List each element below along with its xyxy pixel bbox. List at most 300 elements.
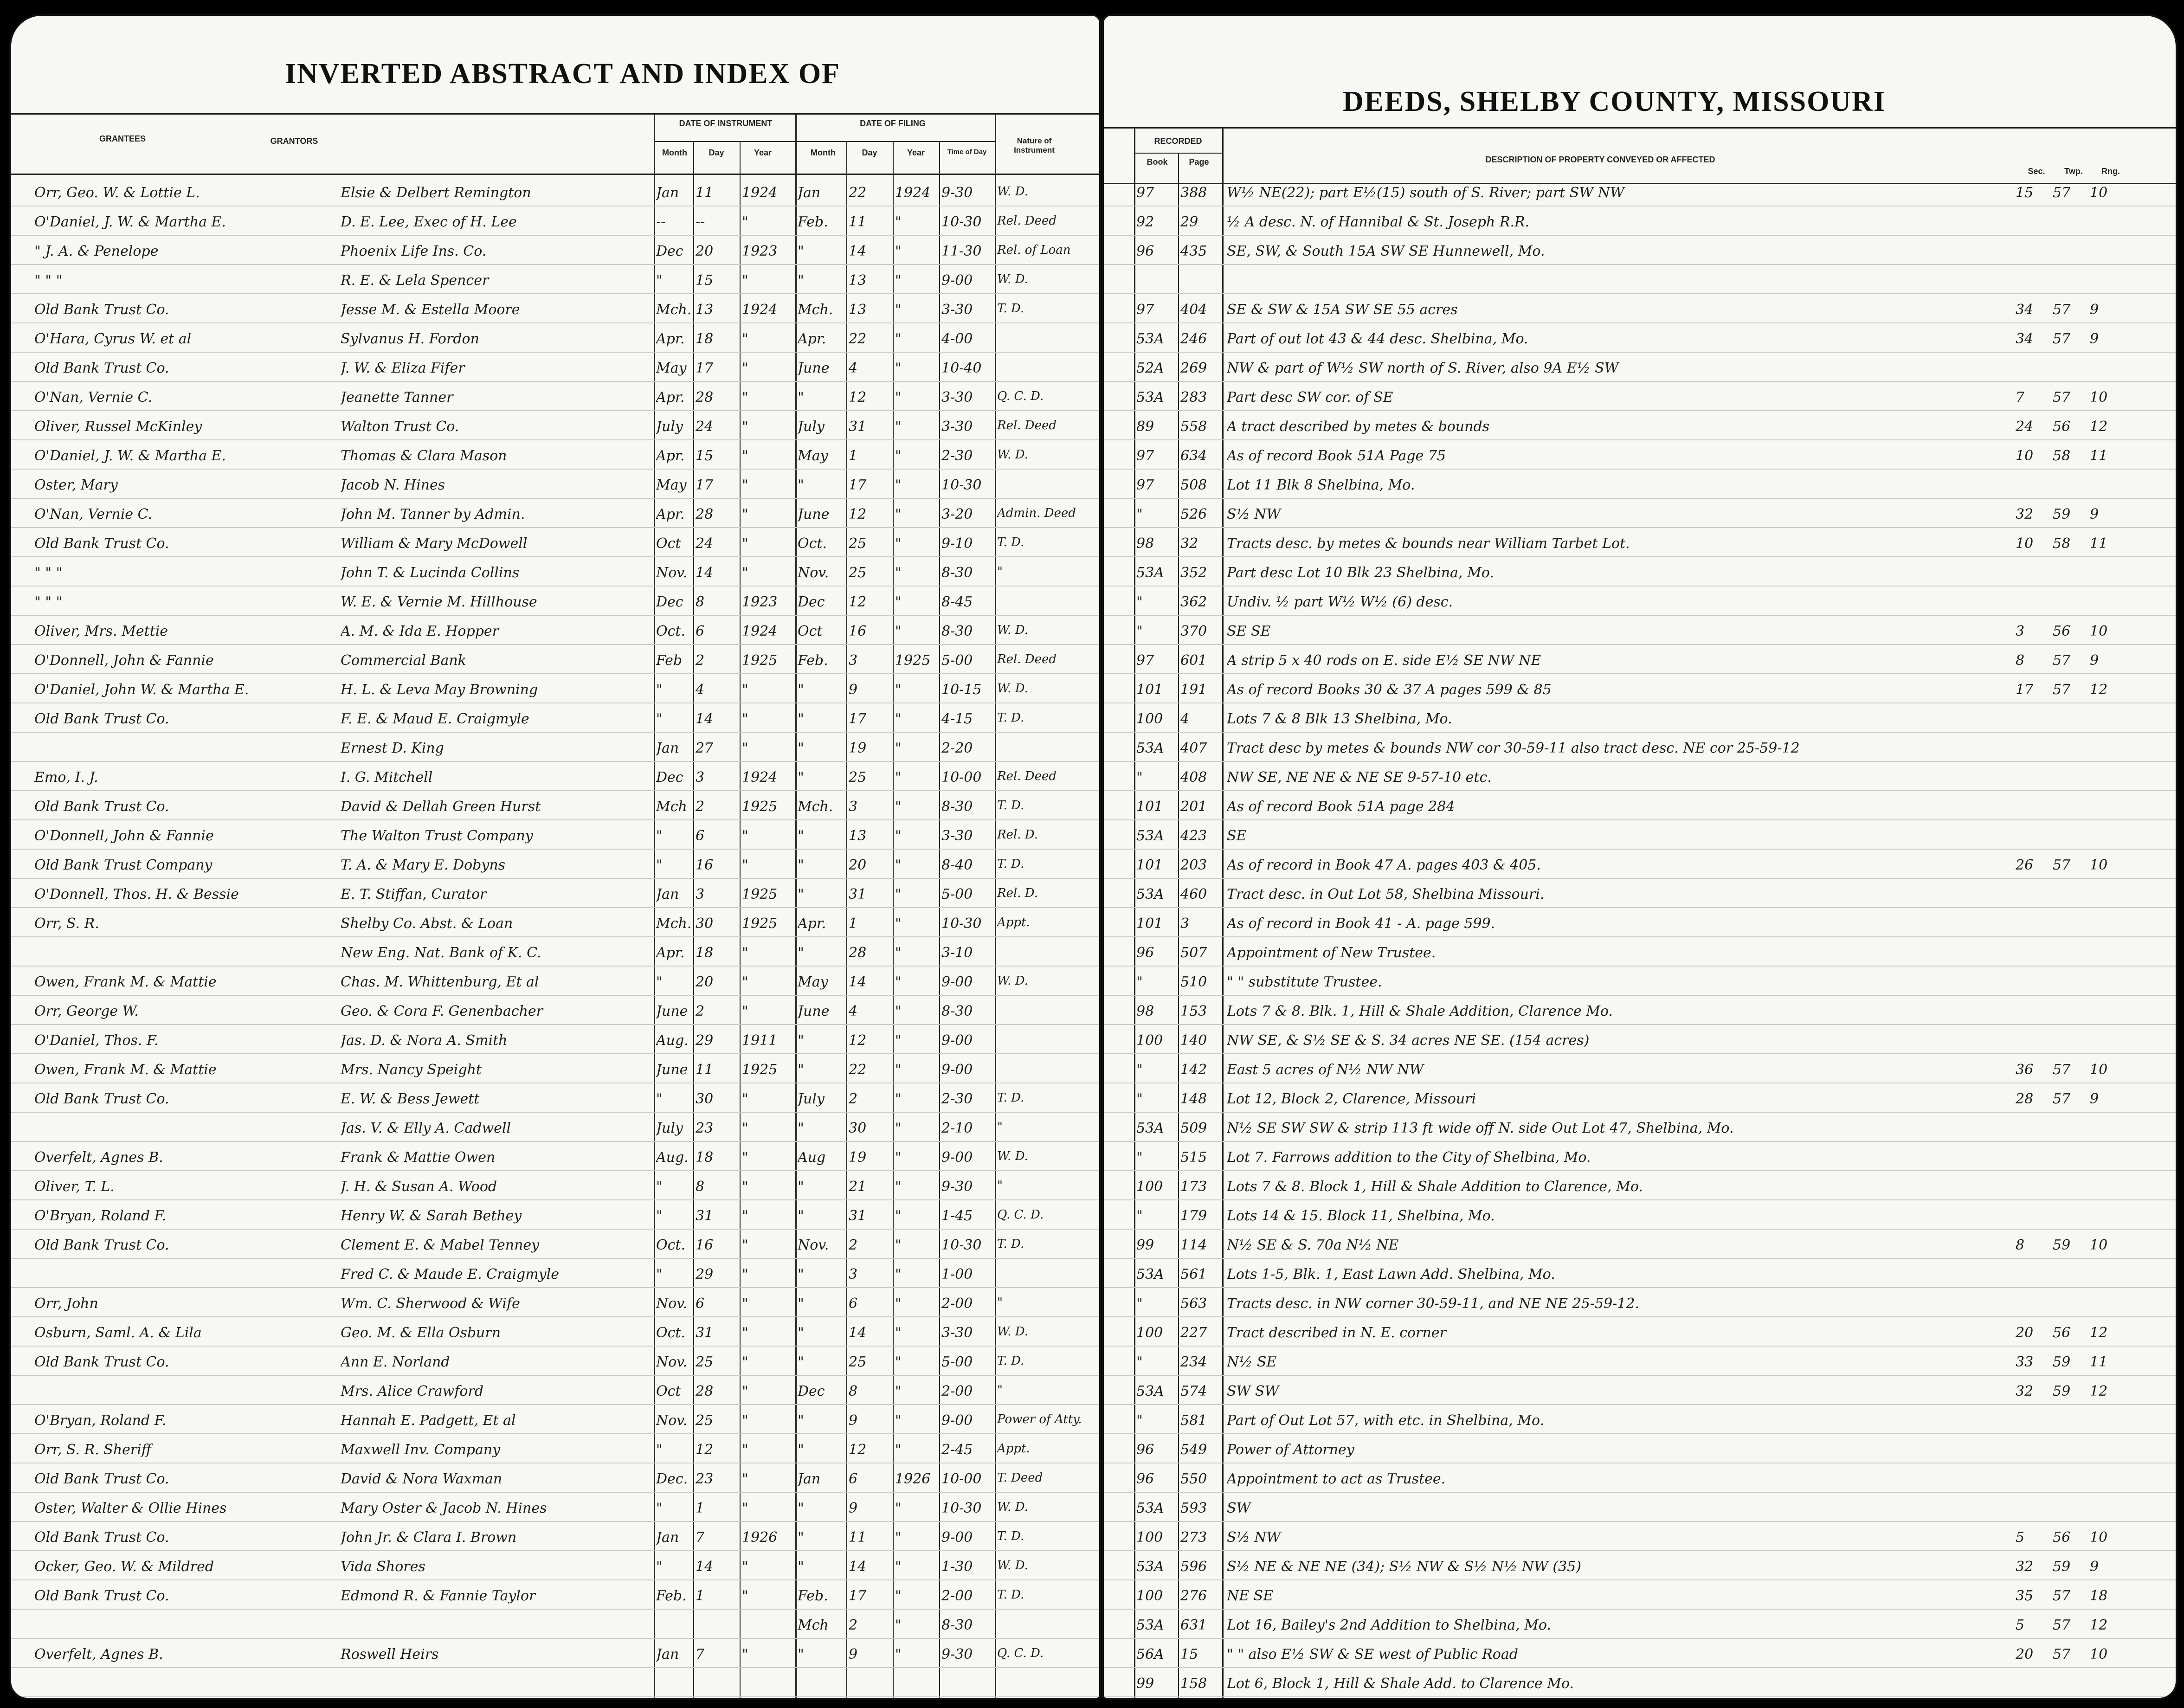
nature-cell: Rel. D. (997, 886, 1038, 900)
description-cell: SW (1227, 1500, 1251, 1516)
filing-year-cell: " (895, 769, 902, 786)
grantee-cell: Owen, Frank M. & Mattie (34, 974, 217, 990)
inst-month-cell: " (656, 1208, 663, 1224)
page-cell: 563 (1180, 1296, 1207, 1312)
grantors-header: GRANTORS (270, 136, 318, 146)
ruled-line (11, 819, 1099, 820)
nature-cell: T. D. (997, 857, 1024, 871)
page-cell: 370 (1180, 623, 1207, 639)
col-line (654, 113, 655, 1698)
filing-time-cell: 9-30 (941, 185, 973, 201)
twp-cell: 57 (2053, 185, 2071, 201)
grantee-cell: Orr, S. R. (34, 915, 99, 932)
filing-time-cell: 1-00 (941, 1266, 973, 1283)
nature-cell: W. D. (997, 185, 1028, 199)
grantee-cell: Old Bank Trust Co. (34, 711, 169, 727)
filing-day-cell: 19 (849, 740, 867, 756)
nature-cell: " (997, 1120, 1003, 1134)
filing-time-cell: 3-30 (941, 389, 973, 406)
description-cell: S½ NW (1227, 506, 1281, 522)
inst-month-cell: July (656, 419, 683, 435)
book-cell: 89 (1136, 419, 1154, 435)
inst-month-cell: " (656, 682, 663, 698)
inst-year-cell: " (742, 1442, 748, 1458)
grantor-cell: Jesse M. & Estella Moore (341, 302, 520, 318)
filing-month-cell: Feb. (798, 214, 828, 230)
nature-cell: T. D. (997, 1588, 1024, 1602)
book-cell: 53A (1136, 828, 1164, 844)
nature-cell: T. D. (997, 535, 1024, 549)
grantor-cell: Chas. M. Whittenburg, Et al (341, 974, 539, 990)
book-cell: 97 (1136, 448, 1154, 464)
inst-day-cell: 18 (696, 331, 714, 347)
filing-year-cell: " (895, 1617, 902, 1633)
inst-year-cell: " (742, 360, 748, 376)
ruled-line (11, 936, 1099, 937)
ruled-line (1104, 293, 2176, 294)
filing-time-cell: 10-30 (941, 1500, 982, 1516)
filing-day-cell: 20 (849, 857, 867, 873)
grantee-cell: O'Bryan, Roland F. (34, 1412, 167, 1429)
grantee-cell: Oliver, Russel McKinley (34, 419, 202, 435)
inst-day-cell: 31 (696, 1208, 714, 1224)
ruled-line (11, 1579, 1099, 1580)
book-cell: 101 (1136, 799, 1163, 815)
ruled-line (1104, 322, 2176, 323)
grantor-cell: T. A. & Mary E. Dobyns (341, 857, 506, 873)
rng-cell: 10 (2090, 1237, 2108, 1253)
inst-month-cell: Mch (656, 799, 687, 815)
page-cell: 201 (1180, 799, 1207, 815)
inst-year-cell: 1924 (742, 623, 778, 639)
page-cell: 510 (1180, 974, 1207, 990)
description-cell: Part of Out Lot 57, with etc. in Shelbina, Mo. (1227, 1412, 1545, 1429)
filing-year-cell: " (895, 623, 902, 639)
page-cell: 508 (1180, 477, 1207, 493)
ruled-line (1104, 1667, 2176, 1668)
book-cell: 99 (1136, 1676, 1154, 1692)
inst-month-cell: Dec. (656, 1471, 688, 1487)
sec-cell: 5 (2016, 1529, 2025, 1546)
inst-day-cell: 6 (696, 1296, 705, 1312)
filing-time-cell: 9-30 (941, 1179, 973, 1195)
ruled-line (11, 1346, 1099, 1347)
inst-month-cell: July (656, 1120, 683, 1136)
grantor-cell: E. W. & Bess Jewett (341, 1091, 480, 1107)
sec-cell: 7 (2016, 389, 2025, 406)
rng-cell: 9 (2090, 302, 2099, 318)
filing-year-cell: " (895, 1646, 902, 1663)
description-cell: Lots 14 & 15. Block 11, Shelbina, Mo. (1227, 1208, 1495, 1224)
rng-cell: 9 (2090, 652, 2099, 669)
filing-year-cell: " (895, 945, 902, 961)
filing-month-cell: Apr. (798, 331, 826, 347)
book-cell: 53A (1136, 740, 1164, 756)
inst-day-cell: 18 (696, 945, 714, 961)
filing-year-cell: " (895, 448, 902, 464)
book-cell: 98 (1136, 535, 1154, 552)
page-cell: 408 (1180, 769, 1207, 786)
grantee-cell: " " " (34, 565, 63, 581)
sec-cell: 34 (2016, 302, 2034, 318)
ruled-line (11, 556, 1099, 557)
inst-month-cell: Aug. (656, 1149, 689, 1166)
ruled-line (11, 1638, 1099, 1639)
inst-month-cell: Nov. (656, 1354, 688, 1370)
description-cell: Lot 11 Blk 8 Shelbina, Mo. (1227, 477, 1415, 493)
grantor-cell: Clement E. & Mabel Tenney (341, 1237, 540, 1253)
filing-year-cell: " (895, 331, 902, 347)
nature-cell: " (997, 1179, 1003, 1192)
filing-year-cell: " (895, 1149, 902, 1166)
inst-year-cell: 1925 (742, 886, 778, 902)
book-cell: 100 (1136, 1588, 1163, 1604)
grantor-cell: J. H. & Susan A. Wood (341, 1179, 497, 1195)
grantor-cell: David & Nora Waxman (341, 1471, 503, 1487)
ruled-line (1104, 1170, 2176, 1171)
grantor-cell: William & Mary McDowell (341, 535, 528, 552)
page-cell: 352 (1180, 565, 1207, 581)
filing-day-cell: 2 (849, 1237, 858, 1253)
inst-day-cell: 8 (696, 1179, 705, 1195)
ruled-line (1104, 1258, 2176, 1259)
ruled-line (1104, 1550, 2176, 1551)
filing-time-cell: 8-30 (941, 623, 973, 639)
nature-cell: Admin. Deed (997, 506, 1076, 520)
page-cell: 203 (1180, 857, 1207, 873)
page-cell: 593 (1180, 1500, 1207, 1516)
grantee-cell: " " " (34, 272, 63, 289)
sec-cell: 35 (2016, 1588, 2034, 1604)
page-cell: 29 (1180, 214, 1198, 230)
filing-year-cell: " (895, 535, 902, 552)
ruled-line (1104, 1375, 2176, 1376)
ruled-line (1104, 1579, 2176, 1580)
inst-day-cell: 14 (696, 1559, 714, 1575)
filing-time-cell: 2-20 (941, 740, 973, 756)
inst-month-cell: " (656, 1442, 663, 1458)
description-cell: NW & part of W½ SW north of S. River, also 9A E½ SW (1227, 360, 1619, 376)
inst-year-cell: " (742, 1646, 748, 1663)
page-cell: 234 (1180, 1354, 1207, 1370)
filing-time-cell: 3-30 (941, 419, 973, 435)
description-cell: Lots 1-5, Blk. 1, East Lawn Add. Shelbina, Mo. (1227, 1266, 1555, 1283)
description-cell: SE & SW & 15A SW SE 55 acres (1227, 302, 1458, 318)
filing-time-cell: 1-45 (941, 1208, 973, 1224)
ruled-line (1104, 1053, 2176, 1054)
description-cell: Part desc SW cor. of SE (1227, 389, 1393, 406)
book-cell: " (1136, 506, 1143, 522)
book-cell: 53A (1136, 389, 1164, 406)
inst-year-cell: 1911 (742, 1032, 778, 1049)
ruled-line (1104, 878, 2176, 879)
inst-year-cell: " (742, 945, 748, 961)
sec-cell: 32 (2016, 506, 2034, 522)
book-cell: " (1136, 974, 1143, 990)
ruled-line (11, 1550, 1099, 1551)
filing-time-cell: 10-30 (941, 915, 982, 932)
sec-cell: 32 (2016, 1383, 2034, 1399)
inst-year-cell: " (742, 389, 748, 406)
filing-time-cell: 4-15 (941, 711, 973, 727)
filing-day-cell: 30 (849, 1120, 867, 1136)
inst-month-cell: -- (656, 214, 666, 230)
nature-cell: T. D. (997, 1529, 1024, 1543)
page-cell: 581 (1180, 1412, 1207, 1429)
description-cell: As of record Book 51A Page 75 (1227, 448, 1446, 464)
inst-month-cell: Mch. (656, 915, 692, 932)
page-cell: 158 (1180, 1676, 1207, 1692)
filing-day-cell: 12 (849, 1032, 867, 1049)
nature-of-instrument-header: Nature of Instrument (1014, 136, 1055, 155)
filing-day-cell: 11 (849, 214, 867, 230)
grantee-cell: Oster, Mary (34, 477, 118, 493)
grantor-cell: Mrs. Alice Crawford (341, 1383, 484, 1399)
nature-cell: Rel. D. (997, 828, 1038, 842)
filing-year-cell: " (895, 1091, 902, 1107)
description-cell: As of record Books 30 & 37 A pages 599 & 85 (1227, 682, 1552, 698)
inst-month-cell: Dec (656, 594, 683, 610)
filing-time-cell: 8-40 (941, 857, 973, 873)
ruled-line (11, 966, 1099, 967)
nature-cell: T. D. (997, 1237, 1024, 1251)
grantor-cell: A. M. & Ida E. Hopper (341, 623, 499, 639)
description-cell: Lots 7 & 8. Blk. 1, Hill & Shale Addition, Clarence Mo. (1227, 1003, 1613, 1019)
filing-day-cell: 2 (849, 1091, 858, 1107)
description-cell: East 5 acres of N½ NW NW (1227, 1062, 1424, 1078)
grantee-cell: O'Donnell, John & Fannie (34, 828, 214, 844)
sec-cell: 20 (2016, 1646, 2034, 1663)
filing-day-cell: 2 (849, 1617, 858, 1633)
inst-day-cell: 15 (696, 272, 714, 289)
grantor-cell: Jas. V. & Elly A. Cadwell (341, 1120, 511, 1136)
filing-year-cell: " (895, 1120, 902, 1136)
inst-month-header: Month (662, 148, 687, 157)
sec-cell: 10 (2016, 535, 2034, 552)
grantor-cell: W. E. & Vernie M. Hillhouse (341, 594, 537, 610)
rng-cell: 10 (2090, 389, 2108, 406)
ruled-line (11, 1258, 1099, 1259)
book-cell: " (1136, 769, 1143, 786)
nature-cell: Rel. of Loan (997, 243, 1071, 257)
book-cell: 97 (1136, 477, 1154, 493)
description-cell: Appointment of New Trustee. (1227, 945, 1436, 961)
inst-year-cell: " (742, 740, 748, 756)
filing-day-cell: 3 (849, 1266, 858, 1283)
description-cell: N½ SE & S. 70a N½ NE (1227, 1237, 1399, 1253)
sec-cell: 28 (2016, 1091, 2034, 1107)
description-cell: Lot 6, Block 1, Hill & Shale Add. to Clarence Mo. (1227, 1676, 1574, 1692)
inst-day-cell: 29 (696, 1032, 714, 1049)
filing-time-cell: 2-00 (941, 1296, 973, 1312)
grantor-cell: Elsie & Delbert Remington (341, 185, 531, 201)
filing-year-cell: " (895, 711, 902, 727)
inst-month-cell: June (656, 1003, 688, 1019)
filing-day-cell: 3 (849, 652, 858, 669)
ruled-line (11, 878, 1099, 879)
ruled-line (11, 1199, 1099, 1200)
grantor-cell: Mrs. Nancy Speight (341, 1062, 482, 1078)
col-line (846, 141, 847, 1698)
grantor-cell: Jas. D. & Nora A. Smith (341, 1032, 508, 1049)
grantee-cell: Old Bank Trust Co. (34, 1091, 169, 1107)
right-page-title: DEEDS, SHELBY COUNTY, MISSOURI (1343, 86, 1886, 117)
inst-day-cell: 7 (696, 1529, 705, 1546)
description-cell: Undiv. ½ part W½ W½ (6) desc. (1227, 594, 1453, 610)
description-cell: Lot 12, Block 2, Clarence, Missouri (1227, 1091, 1476, 1107)
inst-month-cell: Apr. (656, 945, 685, 961)
rng-cell: 9 (2090, 331, 2099, 347)
inst-day-cell: 28 (696, 506, 714, 522)
inst-month-cell: Dec (656, 769, 683, 786)
filing-day-cell: 17 (849, 1588, 867, 1604)
page-cell: 435 (1180, 243, 1207, 259)
filing-day-cell: 14 (849, 974, 867, 990)
filing-month-cell: " (798, 886, 804, 902)
grantee-cell: O'Daniel, J. W. & Martha E. (34, 214, 226, 230)
ruled-line (11, 410, 1099, 411)
ruled-line (1104, 1638, 2176, 1639)
filing-month-cell: July (798, 419, 825, 435)
filing-day-cell: 12 (849, 1442, 867, 1458)
grantee-cell: Oliver, Mrs. Mettie (34, 623, 168, 639)
page-cell: 4 (1180, 711, 1190, 727)
page-cell: 191 (1180, 682, 1207, 698)
description-cell: NW SE, & S½ SE & S. 34 acres NE SE. (154 acres) (1227, 1032, 1590, 1049)
filing-month-cell: " (798, 1325, 804, 1341)
nature-cell: W. D. (997, 1149, 1028, 1163)
inst-year-cell: " (742, 1588, 748, 1604)
book-cell: 101 (1136, 682, 1163, 698)
inst-day-cell: 30 (696, 1091, 714, 1107)
grantee-cell: Osburn, Saml. A. & Lila (34, 1325, 202, 1341)
ruled-line (1104, 819, 2176, 820)
grantee-cell: O'Bryan, Roland F. (34, 1208, 167, 1224)
filing-month-cell: Jan (798, 1471, 821, 1487)
ruled-line (1104, 936, 2176, 937)
page-cell: 574 (1180, 1383, 1207, 1399)
filing-day-cell: 9 (849, 682, 858, 698)
filing-month-cell: " (798, 1120, 804, 1136)
inst-month-cell: Jan (656, 1529, 679, 1546)
inst-year-cell: 1925 (742, 799, 778, 815)
twp-cell: 58 (2053, 535, 2071, 552)
filing-year-cell: " (895, 302, 902, 318)
inst-month-cell: Apr. (656, 389, 685, 406)
filing-year-cell: " (895, 360, 902, 376)
inst-day-cell: 14 (696, 565, 714, 581)
inst-month-cell: Nov. (656, 1296, 688, 1312)
book-cell: 100 (1136, 1032, 1163, 1049)
ruled-line (11, 264, 1099, 265)
rng-cell: 10 (2090, 623, 2108, 639)
inst-year-cell: " (742, 1354, 748, 1370)
inst-month-cell: Apr. (656, 448, 685, 464)
filing-year-cell: " (895, 1003, 902, 1019)
inst-day-cell: 20 (696, 974, 714, 990)
ruled-line (11, 1696, 1099, 1697)
grantee-cell: " " " (34, 594, 63, 610)
filing-time-cell: 1-30 (941, 1559, 973, 1575)
twp-header: Twp. (2064, 167, 2083, 176)
inst-day-cell: 1 (696, 1500, 705, 1516)
filing-month-cell: " (798, 1208, 804, 1224)
inst-day-cell: 18 (696, 1149, 714, 1166)
filing-year-cell: 1924 (895, 185, 931, 201)
ruled-line (11, 1141, 1099, 1142)
header-top-rule (11, 113, 1099, 115)
filing-month-cell: Oct. (798, 535, 827, 552)
page-cell: 507 (1180, 945, 1207, 961)
rng-cell: 12 (2090, 1617, 2108, 1633)
rng-cell: 11 (2090, 448, 2108, 464)
inst-month-cell: Oct. (656, 1237, 685, 1253)
ruled-line (11, 1521, 1099, 1522)
grantee-cell: O'Nan, Vernie C. (34, 506, 153, 522)
inst-day-cell: 2 (696, 1003, 705, 1019)
filing-month-cell: Feb. (798, 652, 828, 669)
inst-month-cell: " (656, 974, 663, 990)
ruled-line (11, 352, 1099, 353)
nature-cell: Rel. Deed (997, 769, 1057, 783)
filing-day-cell: 4 (849, 1003, 858, 1019)
sec-cell: 17 (2016, 682, 2034, 698)
sec-cell: 10 (2016, 448, 2034, 464)
description-cell: Lot 7. Farrows addition to the City of Shelbina, Mo. (1227, 1149, 1591, 1166)
inst-day-cell: 28 (696, 389, 714, 406)
ruled-line (1104, 410, 2176, 411)
filing-day-cell: 13 (849, 272, 867, 289)
description-cell: Tract desc. in Out Lot 58, Shelbina Missouri. (1227, 886, 1545, 902)
twp-cell: 57 (2053, 389, 2071, 406)
inst-day-cell: 31 (696, 1325, 714, 1341)
inst-day-cell: 23 (696, 1471, 714, 1487)
page-cell: 460 (1180, 886, 1207, 902)
page-cell: 634 (1180, 448, 1207, 464)
grantor-cell: Geo. M. & Ella Osburn (341, 1325, 501, 1341)
grantor-cell: Hannah E. Padgett, Et al (341, 1412, 516, 1429)
filing-time-cell: 9-00 (941, 1062, 973, 1078)
filing-year-cell: " (895, 1500, 902, 1516)
book-cell: 56A (1136, 1646, 1164, 1663)
inst-year-cell: " (742, 1325, 748, 1341)
nature-cell: W. D. (997, 623, 1028, 637)
inst-year-cell: " (742, 1003, 748, 1019)
filing-day-cell: 14 (849, 1325, 867, 1341)
ruled-line (11, 527, 1099, 528)
description-cell: A tract described by metes & bounds (1227, 419, 1490, 435)
grantee-cell: Old Bank Trust Co. (34, 1354, 169, 1370)
filing-time-cell: 10-00 (941, 769, 982, 786)
ruled-line (1104, 1316, 2176, 1317)
ruled-line (1104, 1346, 2176, 1347)
grantor-cell: John T. & Lucinda Collins (341, 565, 520, 581)
grantee-cell: O'Daniel, John W. & Martha E. (34, 682, 249, 698)
page-cell: 407 (1180, 740, 1207, 756)
filing-month-cell: " (798, 1266, 804, 1283)
page-cell: 140 (1180, 1032, 1207, 1049)
nature-cell: W. D. (997, 682, 1028, 696)
left-page-title: INVERTED ABSTRACT AND INDEX OF (285, 58, 841, 90)
ruled-line (1104, 586, 2176, 587)
page-cell: 423 (1180, 828, 1207, 844)
inst-day-cell: 15 (696, 448, 714, 464)
book-cell: 52A (1136, 360, 1164, 376)
nature-cell: Q. C. D. (997, 389, 1044, 403)
filing-month-cell: " (798, 1442, 804, 1458)
filing-year-cell: " (895, 1208, 902, 1224)
page-cell: 227 (1180, 1325, 1207, 1341)
